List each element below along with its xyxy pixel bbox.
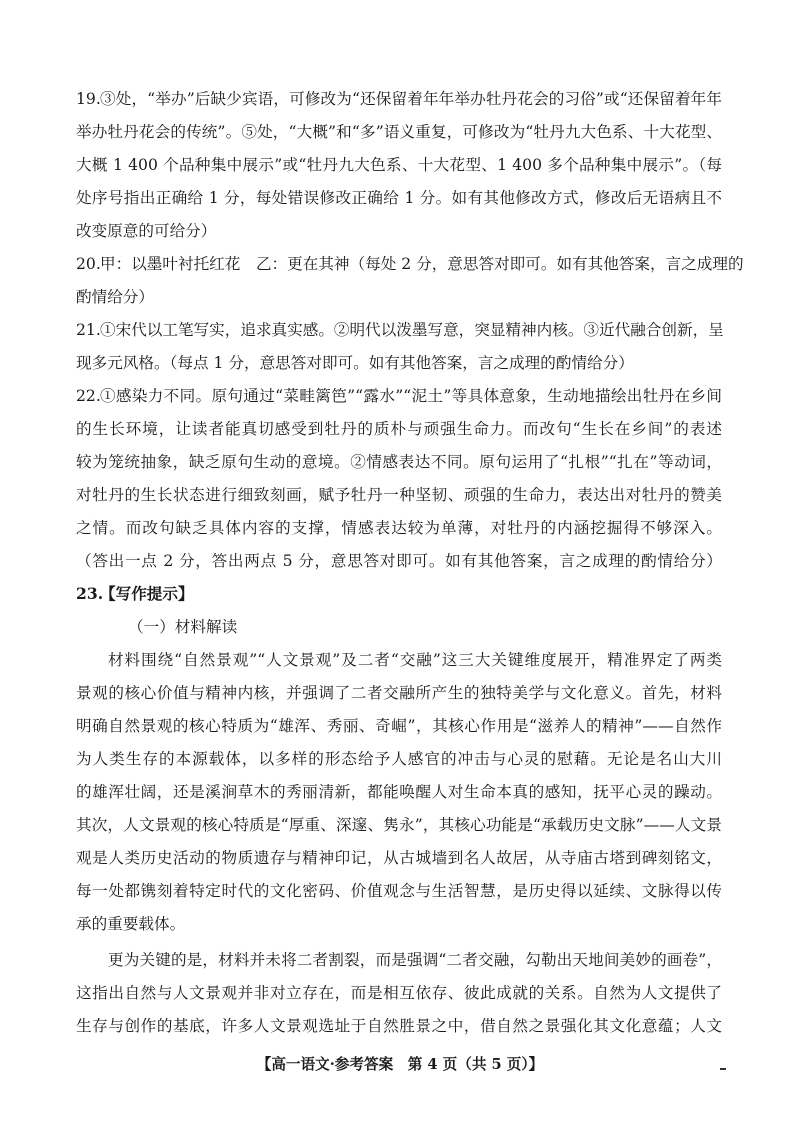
answer-line: 大概 1 400 个品种集中展示”或“牡丹九大色系、十大花型、1 400 多个品种集中展示”。（每: [76, 156, 722, 174]
answer-line: 改变原意的可给分）: [76, 222, 217, 240]
answer-line: 之情。而改句缺乏具体内容的支撑，情感表达较为单薄，对牡丹的内涵挖掘得不够深入。: [76, 519, 722, 537]
paragraph-line: 明确自然景观的核心特质为“雄浑、秀丽、奇崛”，其核心作用是“滋养人的精神”——自然作: [76, 717, 722, 735]
corner-mark: [720, 1068, 726, 1070]
paragraph-line: 材料围绕“自然景观”“人文景观”及二者“交融”这三大关键维度展开，精准界定了两类: [108, 651, 722, 669]
writing-heading: 【写作提示】: [100, 584, 194, 603]
answer-line: 甲：以墨叶衬托红花 乙：更在其神（每处 2 分，意思答对即可。如有其他答案，言之成理的: [100, 255, 744, 273]
paragraph-line: 其次，人文景观的核心特质是“厚重、深邃、隽永”，其核心功能是“承载历史文脉”——人文景: [76, 816, 722, 834]
answer-line: 处序号指出正确给 1 分，每处错误修改正确给 1 分。如有其他修改方式，修改后无语病且不: [76, 189, 722, 207]
paragraph-line: 每一处都镌刻着特定时代的文化密码、价值观念与生活智慧，是历史得以延续、文脉得以传: [76, 882, 722, 900]
answer-line: 举办牡丹花会的传统”。⑤处，“大概”和“多”语义重复，可修改为“牡丹九大色系、十大花型、: [76, 123, 722, 141]
question-number: 19.: [76, 90, 101, 108]
paragraph-line: 这指出自然与人文景观并非对立存在，而是相互依存、彼此成就的关系。自然为人文提供了: [76, 984, 722, 1002]
answer-line: （答出一点 2 分，答出两点 5 分，意思答对即可。如有其他答案，言之成理的酌情给分）: [76, 552, 722, 570]
paragraph-line: 承的重要载体。: [76, 915, 186, 933]
answer-line: ①宋代以工笔写实，追求真实感。②明代以泼墨写意，突显精神内核。③近代融合创新，呈: [100, 321, 724, 339]
answer-line: 酌情给分）: [76, 288, 154, 306]
question-number: 20.: [76, 255, 101, 273]
answer-line: 的生长环境，让读者能真切感受到牡丹的质朴与顽强生命力。而改句“生长在乡间”的表述: [76, 420, 722, 438]
paragraph-line: 的雄浑壮阔，还是溪涧草木的秀丽清新，都能唤醒人对生命本真的感知，抚平心灵的躁动。: [76, 783, 722, 801]
paragraph-line: 为人类生存的本源载体，以多样的形态给予人感官的冲击与心灵的慰藉。无论是名山大川: [76, 750, 722, 768]
paragraph-line: 生存与创作的基底，许多人文景观选址于自然胜景之中，借自然之景强化其文化意蕴；人文: [76, 1017, 722, 1035]
answer-line: 较为笼统抽象，缺乏原句生动的意境。②情感表达不同。原句运用了“扎根”“扎在”等动词，: [76, 453, 722, 471]
answer-line: ①感染力不同。原句通过“菜畦篱笆”“露水”“泥土”等具体意象，生动地描绘出牡丹在乡间: [100, 387, 722, 405]
paragraph-line: 景观的核心价值与精神内核，并强调了二者交融所产生的独特美学与文化意义。首先，材料: [76, 684, 722, 702]
question-number: 22.: [76, 387, 101, 405]
answer-line: 现多元风格。（每点 1 分，意思答对即可。如有其他答案，言之成理的酌情给分）: [76, 354, 634, 372]
answer-line: ③处，“举办”后缺少宾语，可修改为“还保留着年年举办牡丹花会的习俗”或“还保留着年年: [100, 90, 722, 108]
question-number: 23.: [76, 584, 104, 603]
answer-line: 对牡丹的生长状态进行细致刻画，赋予牡丹一种坚韧、顽强的生命力，表达出对牡丹的赞美: [76, 486, 722, 504]
paragraph-line: 更为关键的是，材料并未将二者割裂，而是强调“二者交融，勾勒出天地间美妙的画卷”，: [108, 951, 722, 969]
question-number: 21.: [76, 321, 101, 339]
paragraph-line: 观是人类历史活动的物质遗存与精神印记，从古城墙到名人故居，从寺庙古塔到碑刻铭文，: [76, 849, 722, 867]
writing-subheading: （一）材料解读: [128, 618, 238, 636]
page-footer: 【高一语文·参考答案 第 4 页（共 5 页）】: [256, 1056, 544, 1073]
